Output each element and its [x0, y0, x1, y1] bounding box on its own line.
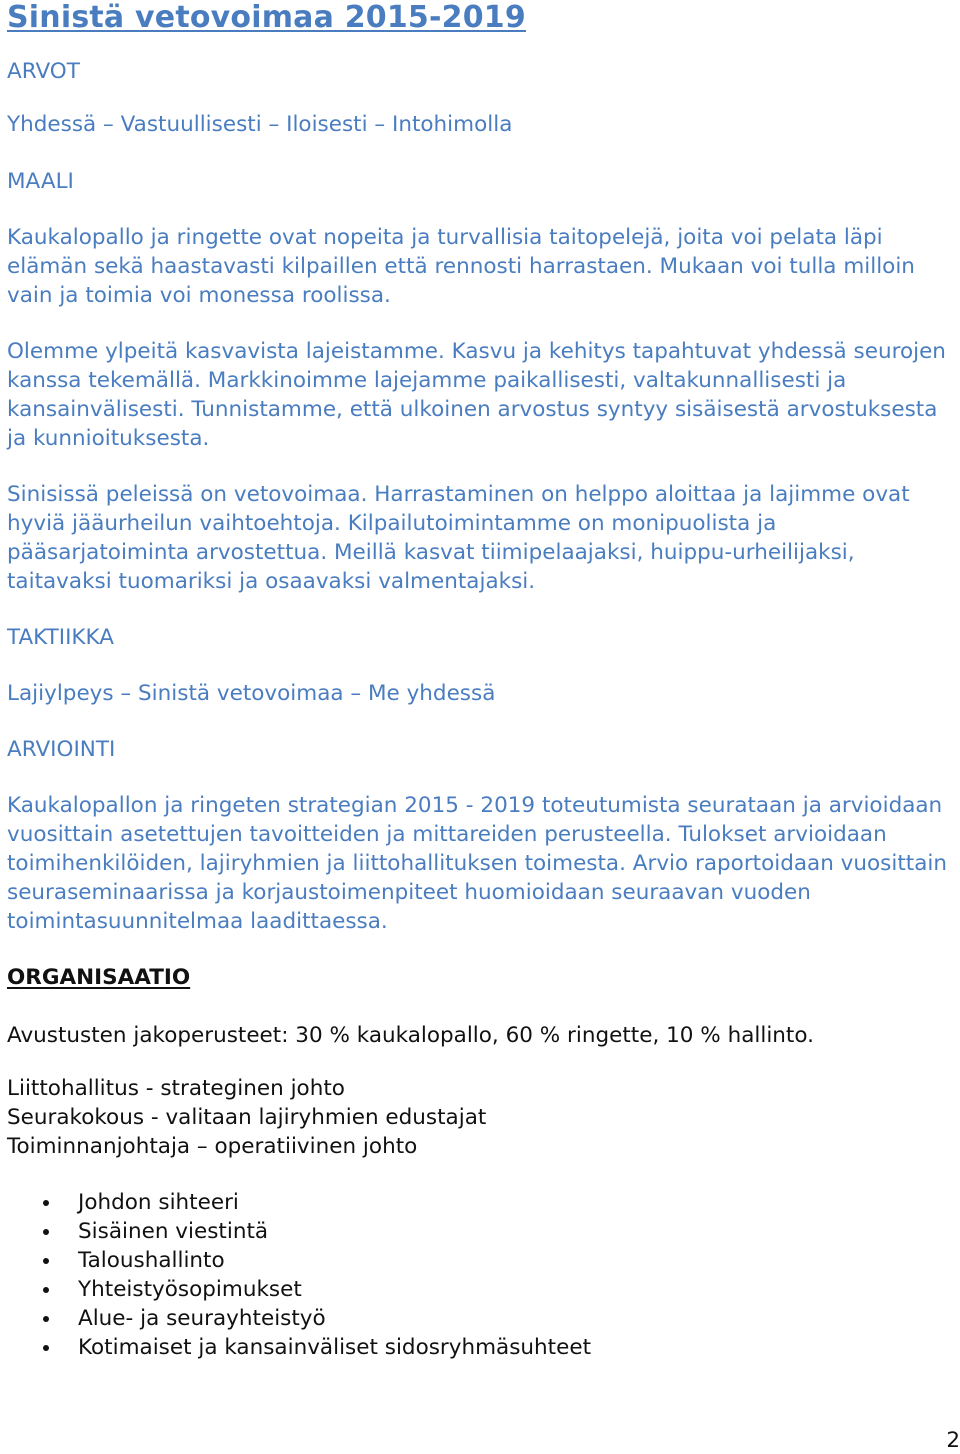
arviointi-heading: ARVIOINTI [7, 737, 116, 762]
org-line-seurakokous: Seurakokous - valitaan lajiryhmien edustajat [7, 1105, 487, 1130]
taktiikka-text: Lajiylpeys – Sinistä vetovoimaa – Me yhdessä [7, 681, 496, 706]
page-number: 2 [946, 1428, 960, 1453]
maali-paragraph-3: Sinisissä peleissä on vetovoimaa. Harrastaminen on helppo aloittaa ja lajimme ovat hyviä jääurheilun vaihtoehtoja. Kilpailutoimintamme on monipuolista ja pääsarjatoiminta arvostettua. Meillä kasvat tiimipelaajaksi, huippu-urheilijaksi, taitavaksi tuomariksi ja osaavaksi valmentajaksi. [7, 482, 910, 594]
org-lines [7, 1074, 957, 1161]
list-item: Taloushallinto [7, 1246, 957, 1275]
arvot-text: Yhdessä – Vastuullisesti – Iloisesti – Intohimolla [7, 112, 513, 137]
org-line-liittohallitus: Liittohallitus - strateginen johto [7, 1076, 345, 1101]
avustukset-text: Avustusten jakoperusteet: 30 % kaukalopallo, 60 % ringette, 10 % hallinto. [7, 1023, 814, 1048]
organisaatio-heading: ORGANISAATIO [7, 965, 191, 990]
list-item: Kotimaiset ja kansainväliset sidosryhmäsuhteet [7, 1333, 957, 1362]
arviointi-text: Kaukalopallon ja ringeten strategian 2015 - 2019 toteutumista seurataan ja arvioidaan vuosittain asetettujen tavoitteiden ja mittareiden perusteella. Tulokset arvioidaan toimihenkilöiden, lajiryhmien ja liittohallituksen toimesta. Arvio raportoidaan vuosittain seuraseminaarissa ja korjaustoimenpiteet huomioidaan seuraavan vuoden toimintasuunnitelmaa laadittaessa. [7, 793, 947, 934]
arvot-heading: ARVOT [7, 59, 80, 84]
maali-heading: MAALI [7, 169, 74, 194]
list-item: Alue- ja seurayhteistyö [7, 1304, 957, 1333]
list-item: Sisäinen viestintä [7, 1217, 957, 1246]
maali-paragraph-1: Kaukalopallo ja ringette ovat nopeita ja turvallisia taitopelejä, joita voi pelata läpi elämän sekä haastavasti kilpaillen että rennosti harrastaen. Mukaan voi tulla milloin vain ja toimia voi monessa roolissa. [7, 225, 915, 308]
document-page [7, 0, 957, 1362]
list-item: Yhteistyösopimukset [7, 1275, 957, 1304]
duties-list [7, 1188, 957, 1362]
list-item: Johdon sihteeri [7, 1188, 957, 1217]
maali-paragraph-2: Olemme ylpeitä kasvavista lajeistamme. Kasvu ja kehitys tapahtuvat yhdessä seurojen kanssa tekemällä. Markkinoimme lajejamme paikallisesti, valtakunnallisesti ja kansainvälisesti. Tunnistamme, että ulkoinen arvostus syntyy sisäisestä arvostuksesta ja kunnioituksesta. [7, 339, 946, 451]
taktiikka-heading: TAKTIIKKA [7, 625, 114, 650]
org-line-toiminnanjohtaja: Toiminnanjohtaja – operatiivinen johto [7, 1134, 418, 1159]
document-title: Sinistä vetovoimaa 2015-2019 [7, 0, 526, 35]
